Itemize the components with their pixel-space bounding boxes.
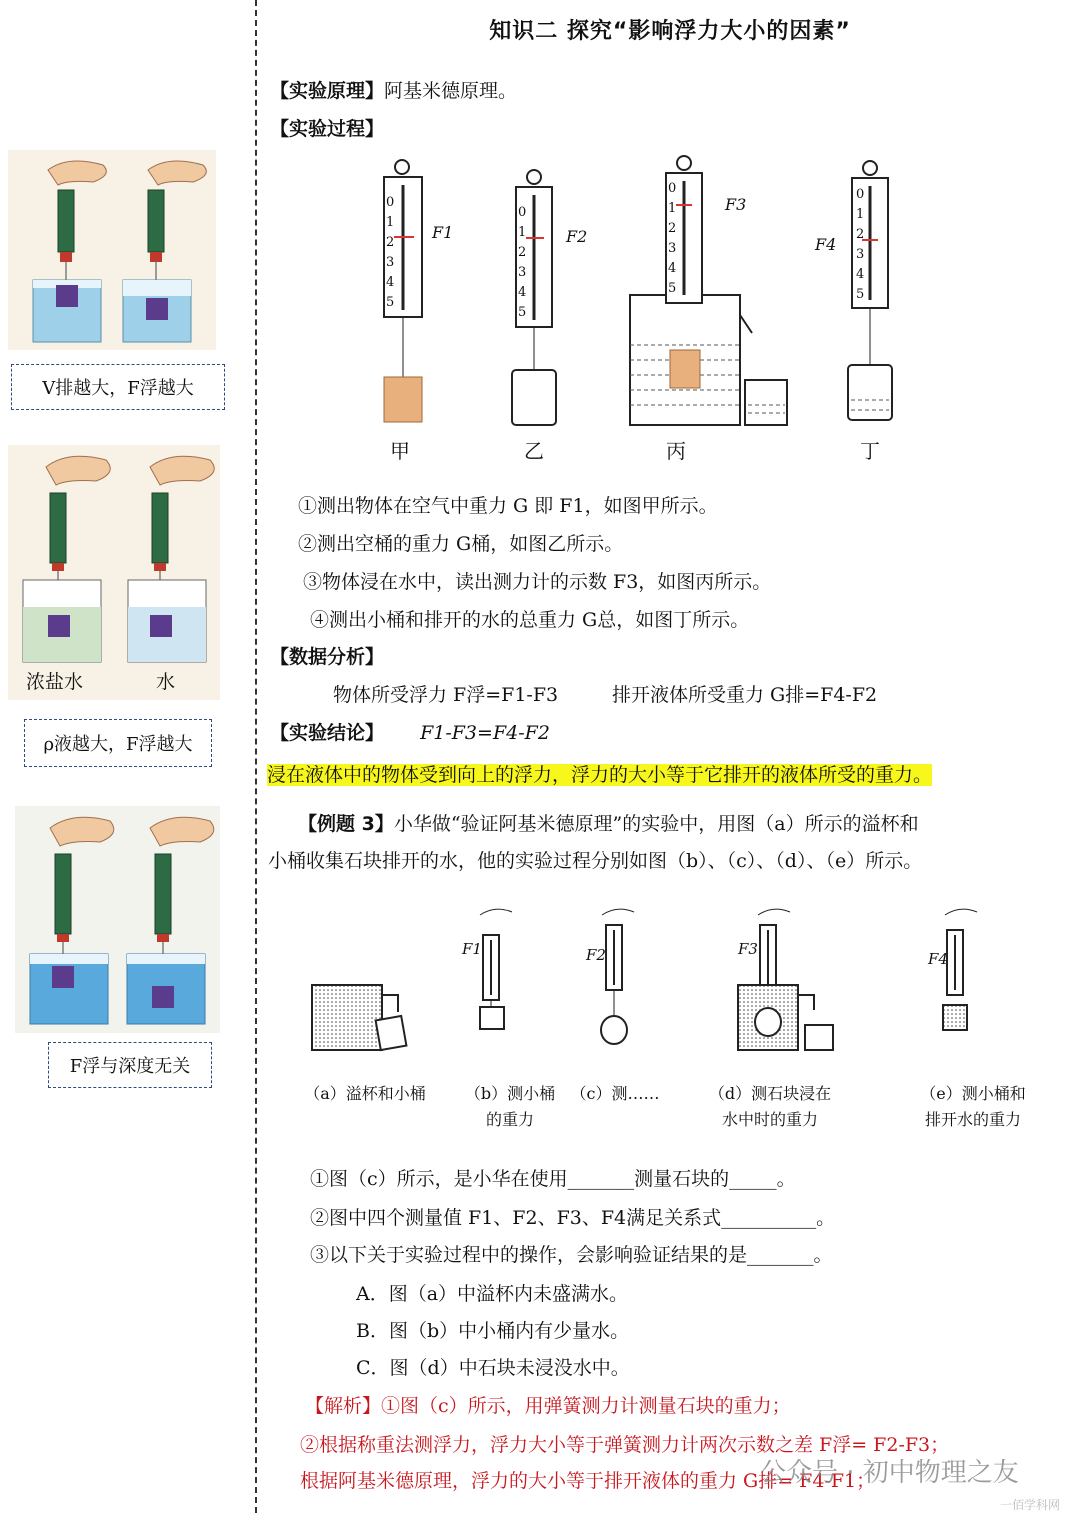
step-3: ③物体浸在水中，读出测力计的示数 F3，如图丙所示。 bbox=[303, 571, 772, 593]
solution-line-1: 【解析】①图（c）所示，用弹簧测力计测量石块的重力； bbox=[305, 1395, 791, 1417]
example-label: 【例题 3】 bbox=[298, 813, 394, 835]
conclusion-label: 【实验结论】 bbox=[270, 722, 385, 744]
example-figure bbox=[290, 900, 1050, 1140]
scale-ticks-bing: 0 1 2 3 4 5 bbox=[668, 181, 677, 296]
question-1: ①图（c）所示，是小华在使用_______测量石块的_____。 bbox=[310, 1168, 796, 1190]
fig-caption-b: （b）测小桶 的重力 bbox=[464, 1084, 556, 1129]
step-4: ④测出小桶和排开的水的总重力 G总，如图丁所示。 bbox=[310, 609, 750, 631]
force-label-f3: F3 bbox=[725, 195, 747, 214]
spring-scale-diagram bbox=[370, 155, 930, 465]
analysis-displaced-weight: 排开液体所受重力 G排=F4-F2 bbox=[612, 684, 878, 706]
analysis-label: 【数据分析】 bbox=[270, 646, 385, 668]
fig-force-f4: F4 bbox=[928, 950, 948, 968]
overflow-cup-diagram bbox=[290, 900, 1050, 1060]
force-label-f4: F4 bbox=[815, 235, 837, 254]
option-b: B．图（b）中小桶内有少量水。 bbox=[356, 1320, 630, 1342]
salt-water-comparison-illustration bbox=[8, 445, 220, 700]
sidebar-caption-depth: F浮与深度无关 bbox=[48, 1042, 212, 1088]
fig-force-f2: F2 bbox=[586, 946, 606, 964]
example-text-2: 小桶收集石块排开的水，他的实验过程分别如图（b）、（c）、（d）、（e）所示。 bbox=[268, 850, 923, 872]
example-line-1 bbox=[298, 809, 919, 836]
conclusion-line bbox=[270, 718, 550, 745]
force-label-f2: F2 bbox=[566, 227, 588, 246]
fig-caption-e: （e）测小桶和 排开水的重力 bbox=[920, 1084, 1026, 1129]
spring-scale-beakers-illustration bbox=[8, 150, 216, 350]
solution-line-3: 根据阿基米德原理，浮力的大小等于排开液体的重力 G排= F4-F1； bbox=[300, 1470, 876, 1492]
caption-jia: 甲 bbox=[390, 439, 410, 463]
sidebar-image-density bbox=[8, 445, 220, 700]
option-a: A．图（a）中溢杯内未盛满水。 bbox=[356, 1283, 629, 1305]
solution-line-2: ②根据称重法测浮力，浮力大小等于弹簧测力计两次示数之差 F浮= F2-F3； bbox=[300, 1434, 950, 1456]
label-salt-water: 浓盐水 bbox=[26, 671, 84, 693]
depth-comparison-illustration bbox=[15, 806, 220, 1033]
scale-ticks-ding: 0 1 2 3 4 5 bbox=[856, 187, 865, 302]
conclusion-formula: F1-F3=F4-F2 bbox=[420, 722, 550, 744]
step-1: ①测出物体在空气中重力 G 即 F1，如图甲所示。 bbox=[298, 495, 718, 517]
fig-caption-a: （a）溢杯和小桶 bbox=[304, 1084, 426, 1103]
process-label: 【实验过程】 bbox=[270, 118, 385, 140]
watermark-text: 公众号 · 初中物理之友 bbox=[760, 1458, 1019, 1488]
watermark-corner: 一佰学科网 bbox=[1000, 1498, 1061, 1512]
option-c: C．图（d）中石块未浸没水中。 bbox=[356, 1357, 630, 1379]
caption-yi: 乙 bbox=[524, 439, 544, 463]
conclusion-highlight-text: 浸在液体中的物体受到向上的浮力，浮力的大小等于它排开的液体所受的重力。 bbox=[267, 764, 933, 786]
column-divider bbox=[255, 0, 257, 1513]
principle-text: 阿基米德原理。 bbox=[384, 80, 518, 102]
caption-bing: 丙 bbox=[666, 439, 686, 463]
example-text-1: 小华做“验证阿基米德原理”的实验中，用图（a）所示的溢杯和 bbox=[393, 813, 919, 835]
sidebar-image-volume bbox=[8, 150, 216, 350]
sidebar-caption-volume: V排越大，F浮越大 bbox=[11, 364, 225, 410]
section-title: 知识二 探究“影响浮力大小的因素” bbox=[489, 19, 851, 44]
label-water: 水 bbox=[156, 671, 176, 693]
sidebar-caption-density: ρ液越大，F浮越大 bbox=[24, 719, 212, 767]
question-2: ②图中四个测量值 F1、F2、F3、F4满足关系式__________。 bbox=[310, 1207, 836, 1229]
sidebar-image-depth bbox=[15, 806, 220, 1033]
experiment-figure-1 bbox=[370, 155, 930, 465]
conclusion-highlight bbox=[267, 760, 932, 787]
scale-ticks-yi: 0 1 2 3 4 5 bbox=[518, 205, 527, 320]
scale-ticks-jia: 0 1 2 3 4 5 bbox=[386, 195, 395, 310]
force-label-f1: F1 bbox=[432, 223, 454, 242]
fig-force-f1: F1 bbox=[462, 940, 482, 958]
caption-ding: 丁 bbox=[860, 439, 880, 463]
principle-label: 【实验原理】 bbox=[270, 80, 385, 102]
analysis-buoyancy: 物体所受浮力 F浮=F1-F3 bbox=[333, 684, 559, 706]
fig-force-f3: F3 bbox=[738, 940, 758, 958]
question-3: ③以下关于实验过程中的操作，会影响验证结果的是_______。 bbox=[310, 1244, 833, 1266]
step-2: ②测出空桶的重力 G桶，如图乙所示。 bbox=[298, 533, 624, 555]
fig-caption-c: （c）测…… bbox=[570, 1084, 660, 1103]
principle-line bbox=[270, 76, 517, 103]
fig-caption-d: （d）测石块浸在 水中时的重力 bbox=[708, 1084, 832, 1129]
